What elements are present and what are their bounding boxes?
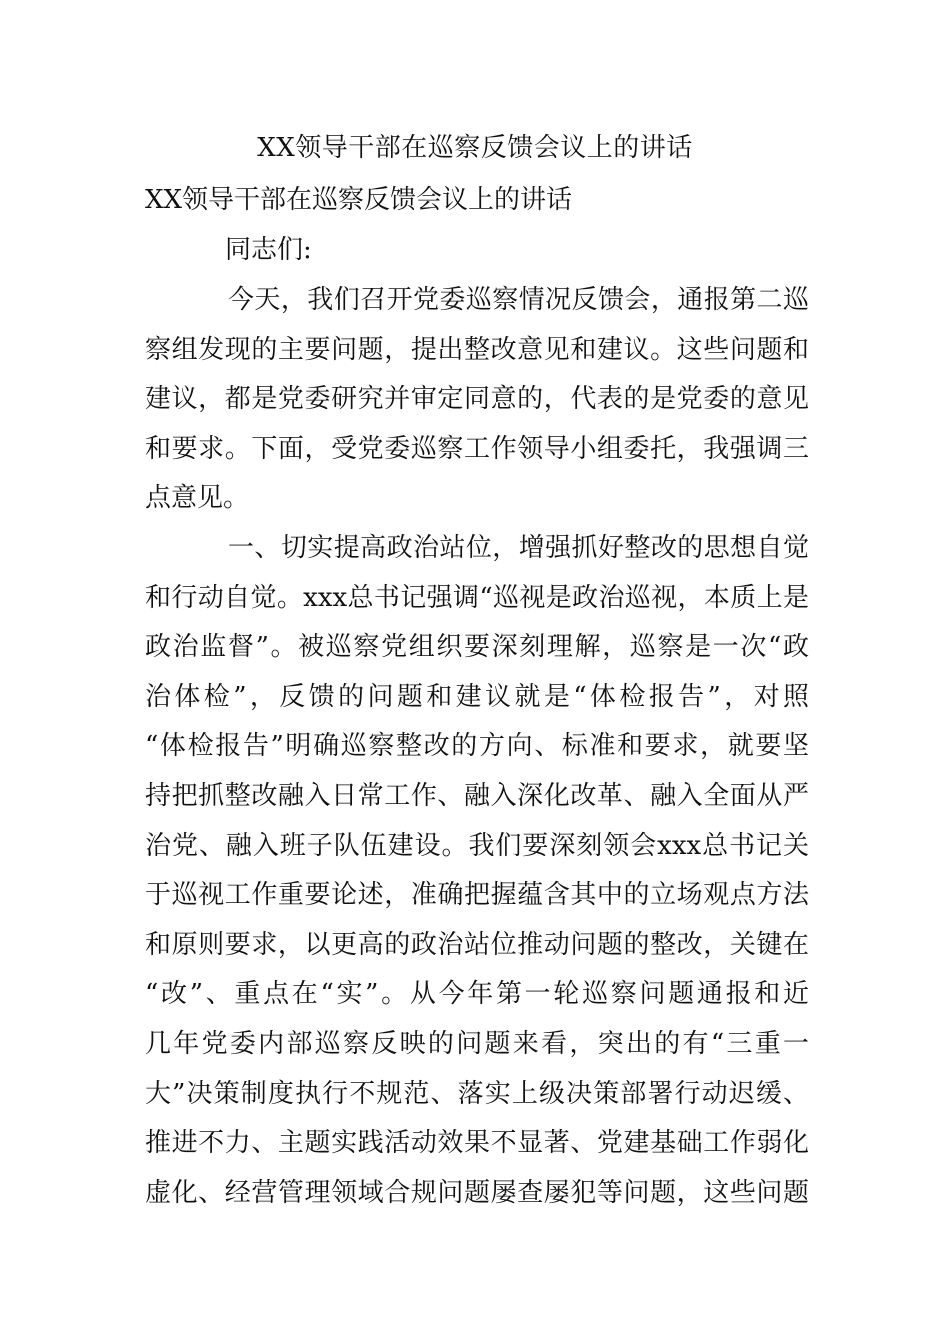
- paragraph-line: “改”、重点在“实”。从今年第一轮巡察问题通报和近: [145, 979, 809, 1010]
- paragraph-line: 于巡视工作重要论述，准确把握蕴含其中的立场观点方法: [145, 880, 809, 911]
- paragraph-line: 虚化、经营管理领域合规问题屡查屡犯等问题，这些问题: [145, 1177, 809, 1208]
- paragraph-line: 和要求。下面，受党委巡察工作领导小组委托，我强调三: [145, 433, 809, 464]
- document-title: [0, 128, 950, 168]
- paragraph-line: 察组发现的主要问题，提出整改意见和建议。这些问题和: [145, 334, 809, 365]
- paragraph-line: 几年党委内部巡察反映的问题来看，突出的有“三重一: [145, 1028, 809, 1059]
- paragraph-2: [145, 524, 809, 1218]
- paragraph-line: 建议，都是党委研究并审定同意的，代表的是党委的意见: [145, 384, 809, 415]
- paragraph-line: 治体检”，反馈的问题和建议就是“体检报告”，对照: [145, 681, 809, 712]
- greeting: 同志们:: [225, 235, 312, 265]
- paragraph-line: 点意见。: [145, 483, 250, 514]
- paragraph-line: 治党、融入班子队伍建设。我们要深刻领会xxx总书记关: [145, 830, 809, 861]
- document-title-text: XX领导干部在巡察反馈会议上的讲话: [257, 133, 693, 163]
- paragraph-line: 大”决策制度执行不规范、落实上级决策部署行动迟缓、: [145, 1078, 809, 1109]
- paragraph-line: 推进不力、主题实践活动效果不显著、党建基础工作弱化: [145, 1128, 809, 1159]
- paragraph-line: 持把抓整改融入日常工作、融入深化改革、融入全面从严: [145, 780, 809, 811]
- paragraph-1: [145, 276, 809, 524]
- paragraph-line: “体检报告”明确巡察整改的方向、标准和要求，就要坚: [145, 731, 809, 762]
- paragraph-line: 政治监督”。被巡察党组织要深刻理解，巡察是一次“政: [145, 632, 809, 663]
- paragraph-line: 今天，我们召开党委巡察情况反馈会，通报第二巡: [228, 285, 809, 315]
- document-subtitle: XX领导干部在巡察反馈会议上的讲话: [145, 185, 573, 215]
- paragraph-line: 一、切实提高政治站位，增强抓好整改的思想自觉: [228, 533, 809, 563]
- paragraph-line: 和原则要求，以更高的政治站位推动问题的整改，关键在: [145, 929, 809, 960]
- paragraph-line: 和行动自觉。xxx总书记强调“巡视是政治巡视，本质上是: [145, 582, 809, 613]
